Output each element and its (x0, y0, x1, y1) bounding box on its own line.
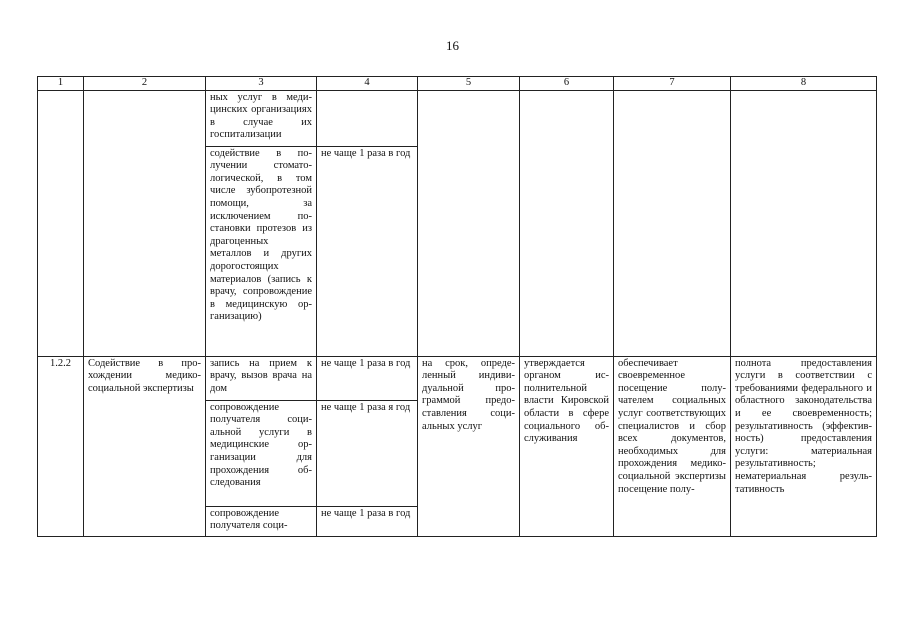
header-row (38, 77, 877, 91)
col-header-8: 8 (731, 77, 877, 91)
col-header-7: 7 (614, 77, 731, 91)
cont-cell-term (418, 90, 520, 356)
service-term: на срок, определенный индивидуальной программой предоставления социальных услуг (418, 356, 520, 536)
col-header-2: 2 (84, 77, 206, 91)
service-conditions: обеспечивает своевременное посещение получателем социальных услуг соответствующих специалистов и сбор всех документов, необходимых для прохождения медико-социальной экспертизы посещение полу- (614, 356, 731, 536)
cont-cell-name (84, 90, 206, 356)
cont-cell-indicators (731, 90, 877, 356)
col-header-5: 5 (418, 77, 520, 91)
frequency-a: не чаще 1 раза в год (317, 356, 418, 400)
cont-cell-conditions (614, 90, 731, 356)
col-header-6: 6 (520, 77, 614, 91)
service-sub-c: сопровождение получателя соци- (206, 506, 317, 536)
service-name: Содействие в прохождении медикосоциальной экспертизы (84, 356, 206, 536)
cont-cell-num (38, 90, 84, 356)
service-sub-b: сопровождение получателя социальной услуги в медицинские организации для прохождения обследования (206, 400, 317, 506)
cont-frequency-b: не чаще 1 раза в год (317, 146, 418, 356)
quality-indicators: полнота предоставления услуги в соответствии с требованиями федерального и областного законодательства и ее своевременность; результативность (эффективность) предоставления услуги: материальная результативность; нематериальная результативность (731, 356, 877, 536)
service-sub-a: запись на прием к врачу, вызов врача на дом (206, 356, 317, 400)
page-number: 16 (446, 38, 459, 53)
table-row (38, 356, 877, 400)
table-row (38, 90, 877, 146)
col-header-3: 3 (206, 77, 317, 91)
row-number: 1.2.2 (38, 356, 84, 536)
services-table (37, 76, 877, 537)
tariff-approval: утверждается органом исполнительной власти Кировской области в сфере социального обслуживания (520, 356, 614, 536)
col-header-4: 4 (317, 77, 418, 91)
cont-frequency-a (317, 90, 418, 146)
cont-cell-cost (520, 90, 614, 356)
cont-service-a: ных услуг в медицинских организациях в случае их госпитализации (206, 90, 317, 146)
frequency-b: не чаще 1 раза я год (317, 400, 418, 506)
cont-service-b: содействие в получении стоматологической, в том числе зубопротезной помощи, за исключением постановки протезов из драгоценных металлов и других дорогостоящих материалов (запись к врачу, сопровождение в медицинскую организацию) (206, 146, 317, 356)
frequency-c: не чаще 1 раза в год (317, 506, 418, 536)
col-header-1: 1 (38, 77, 84, 91)
